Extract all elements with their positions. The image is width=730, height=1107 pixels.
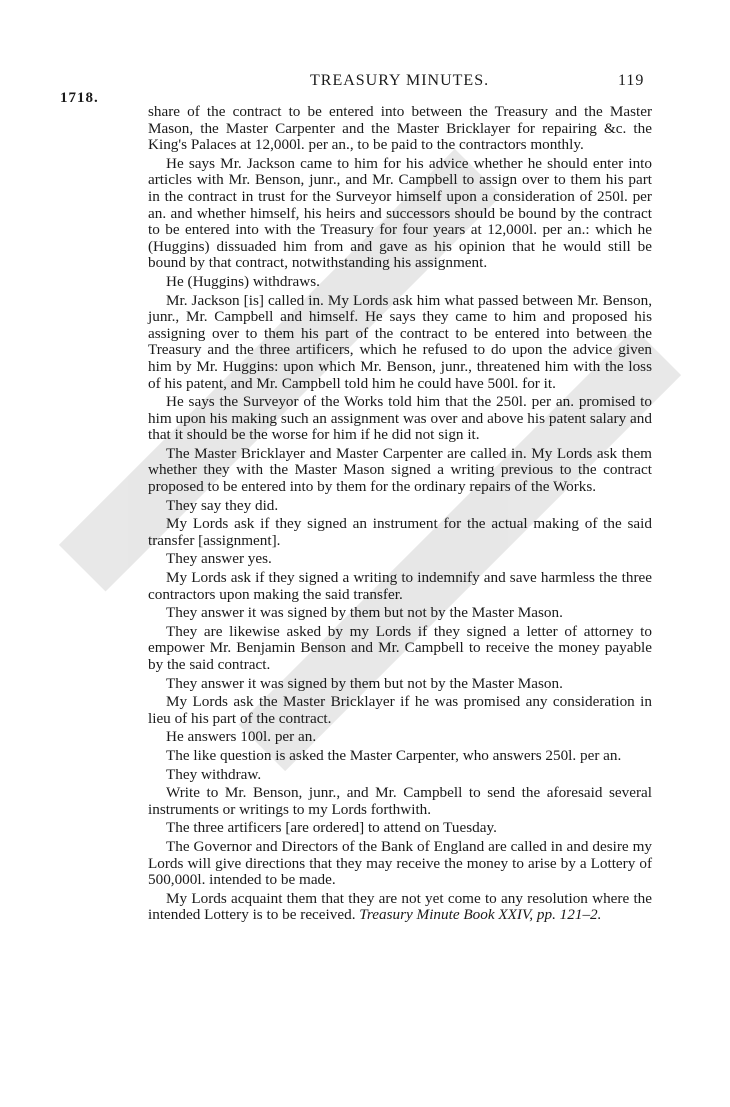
paragraph: They withdraw. [166,765,262,783]
source-citation: Treasury Minute Book XXIV, pp. 121–2. [359,906,602,924]
paragraph: He says Mr. Jackson came to him for his advice whether he should enter into articles with Mr. Benson, junr., and Mr. Campbell to assign over to them his part in the contract in trust for the Surveyor himself upon a consideration of 250l. per an. and whether himself, his heirs and successors should be bound by the contract to be entered into with the Treasury for four years at 12,000l. per an.: which he (Huggins) dissuaded him from and gave as his opinion that he would still be bound by that contract, notwithstanding his assignment. [148,154,652,272]
paragraph: My Lords ask if they signed a writing to indemnify and save harmless the three contractors upon making the said transfer. [148,569,652,603]
paragraph: They say they did. [166,496,279,514]
paragraph: They answer it was signed by them but not by the Master Mason. [166,604,563,622]
paragraph: They answer it was signed by them but not by the Master Mason. [166,674,563,692]
paragraph: Write to Mr. Benson, junr., and Mr. Campbell to send the aforesaid several instruments or writings to my Lords forthwith. [148,784,652,818]
page-title: TREASURY MINUTES. [310,72,490,89]
paragraph: They answer yes. [166,550,272,568]
body-text [148,104,652,924]
paragraph: He says the Surveyor of the Works told him that the 250l. per an. promised to him upon his making such an assignment was over and above his patent salary and that it should be the worse for him if he did not sign it. [148,393,652,444]
paragraph: The like question is asked the Master Carpenter, who answers 250l. per an. [166,746,622,764]
paragraph: Mr. Jackson [is] called in. My Lords ask him what passed between Mr. Benson, junr., Mr. Campbell and himself. He says they came to him and proposed his assigning over to them his part of the contract to be entered into between the Treasury and the three artificers, which he refused to do upon the advice given him by Mr. Huggins: upon which Mr. Benson, junr., threatened him with the loss of his patent, and Mr. Campbell told him he could have 500l. for it. [148,291,652,392]
page-number: 119 [618,72,645,89]
paragraph: The Master Bricklayer and Master Carpenter are called in. My Lords ask them whether they with the Master Mason signed a writing previous to the contract proposed to be entered into by them for the ordinary repairs of the Works. [148,444,652,496]
paragraph: He answers 100l. per an. [166,728,317,746]
paragraph: They are likewise asked by my Lords if they signed a letter of attorney to empower Mr. Benjamin Benson and Mr. Campbell to receive the money payable by the said contract. [148,622,652,673]
paragraph: The Governor and Directors of the Bank of England are called in and desire my Lords will give directions that they may receive the money to arise by a Lottery of 500,000l. intended to be made. [148,837,652,889]
margin-year: 1718. [60,90,99,106]
final-paragraph [148,891,652,924]
running-header [0,72,730,106]
paragraph: My Lords ask if they signed an instrument for the actual making of the said transfer [assignment]. [148,515,652,549]
paragraph: He (Huggins) withdraws. [166,272,320,290]
paragraph-text: My Lords acquaint them that they are not yet come to any resolution where the intended Lottery is to be received. [148,889,652,924]
paragraph: share of the contract to be entered into between the Treasury and the Master Mason, the Master Carpenter and the Master Bricklayer for repairing &c. the King's Palaces at 12,000l. per an., to be paid to the contractors monthly. [148,103,652,154]
paragraph: My Lords ask the Master Bricklayer if he was promised any consideration in lieu of his part of the contract. [148,693,652,727]
paragraph: The three artificers [are ordered] to attend on Tuesday. [166,819,497,837]
